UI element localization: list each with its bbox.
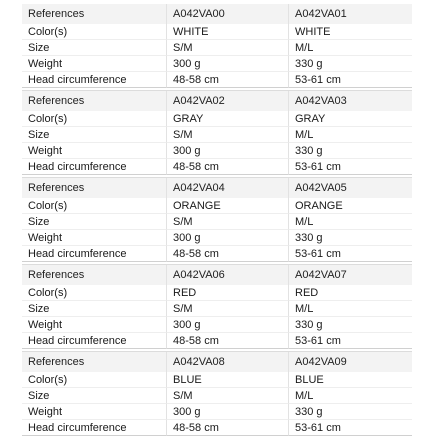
- head-circumference-row: [22, 333, 412, 349]
- weight-row: [22, 56, 412, 72]
- head-circumference-value: 48-58 cm: [166, 72, 288, 88]
- references-row: [22, 265, 412, 285]
- weight-value: 330 g: [288, 404, 412, 420]
- references-label: References: [28, 95, 85, 107]
- size-label: Size: [22, 40, 166, 56]
- weight-value: 300 g: [166, 143, 288, 159]
- spec-block: [22, 351, 412, 436]
- weight-label: Weight: [22, 404, 166, 420]
- weight-label: Weight: [22, 317, 166, 333]
- references-label: References: [28, 356, 85, 368]
- size-value: S/M: [166, 301, 288, 317]
- color-label: Color(s): [22, 24, 166, 40]
- size-value: S/M: [166, 40, 288, 56]
- color-row: [22, 198, 412, 214]
- color-value: RED: [288, 285, 412, 301]
- color-value: ORANGE: [166, 198, 288, 214]
- color-value: ORANGE: [288, 198, 412, 214]
- weight-row: [22, 143, 412, 159]
- spec-block: [22, 90, 412, 175]
- reference-code: A042VA02: [166, 91, 288, 111]
- head-circumference-row: [22, 246, 412, 262]
- weight-value: 300 g: [166, 56, 288, 72]
- head-circumference-label: Head circumference: [22, 159, 166, 175]
- weight-row: [22, 404, 412, 420]
- head-circumference-row: [22, 159, 412, 175]
- references-label: References: [28, 8, 85, 20]
- head-circumference-value: 53-61 cm: [288, 246, 412, 262]
- size-label: Size: [22, 301, 166, 317]
- weight-row: [22, 317, 412, 333]
- color-label: Color(s): [22, 285, 166, 301]
- head-circumference-label: Head circumference: [22, 420, 166, 436]
- reference-code: A042VA05: [288, 178, 412, 198]
- references-row: [22, 4, 412, 24]
- reference-code: A042VA06: [166, 265, 288, 285]
- reference-code: A042VA00: [166, 4, 288, 24]
- size-value: M/L: [288, 388, 412, 404]
- spec-block: [22, 177, 412, 262]
- color-value: RED: [166, 285, 288, 301]
- references-row: [22, 352, 412, 372]
- head-circumference-label: Head circumference: [22, 333, 166, 349]
- spec-sheet: [22, 4, 412, 436]
- references-label: References: [28, 269, 85, 281]
- references-row: [22, 178, 412, 198]
- size-label: Size: [22, 388, 166, 404]
- reference-code: A042VA01: [288, 4, 412, 24]
- reference-code: A042VA07: [288, 265, 412, 285]
- head-circumference-label: Head circumference: [22, 246, 166, 262]
- color-label: Color(s): [22, 111, 166, 127]
- color-label: Color(s): [22, 198, 166, 214]
- size-label: Size: [22, 214, 166, 230]
- weight-value: 330 g: [288, 143, 412, 159]
- color-value: GRAY: [166, 111, 288, 127]
- weight-value: 330 g: [288, 56, 412, 72]
- head-circumference-value: 48-58 cm: [166, 159, 288, 175]
- color-row: [22, 285, 412, 301]
- head-circumference-value: 53-61 cm: [288, 72, 412, 88]
- size-value: M/L: [288, 301, 412, 317]
- references-row: [22, 91, 412, 111]
- size-value: S/M: [166, 388, 288, 404]
- size-label: Size: [22, 127, 166, 143]
- weight-value: 330 g: [288, 230, 412, 246]
- weight-label: Weight: [22, 230, 166, 246]
- size-row: [22, 388, 412, 404]
- head-circumference-value: 53-61 cm: [288, 333, 412, 349]
- size-value: M/L: [288, 214, 412, 230]
- color-value: WHITE: [288, 24, 412, 40]
- head-circumference-value: 53-61 cm: [288, 420, 412, 436]
- color-label: Color(s): [22, 372, 166, 388]
- head-circumference-label: Head circumference: [22, 72, 166, 88]
- size-value: S/M: [166, 214, 288, 230]
- reference-code: A042VA08: [166, 352, 288, 372]
- weight-value: 300 g: [166, 317, 288, 333]
- color-row: [22, 372, 412, 388]
- head-circumference-value: 53-61 cm: [288, 159, 412, 175]
- size-row: [22, 40, 412, 56]
- head-circumference-value: 48-58 cm: [166, 333, 288, 349]
- weight-label: Weight: [22, 56, 166, 72]
- color-value: BLUE: [166, 372, 288, 388]
- spec-block: [22, 264, 412, 349]
- head-circumference-value: 48-58 cm: [166, 246, 288, 262]
- head-circumference-row: [22, 420, 412, 436]
- size-row: [22, 301, 412, 317]
- size-value: M/L: [288, 127, 412, 143]
- reference-code: A042VA04: [166, 178, 288, 198]
- color-value: GRAY: [288, 111, 412, 127]
- reference-code: A042VA03: [288, 91, 412, 111]
- color-value: BLUE: [288, 372, 412, 388]
- spec-block: [22, 4, 412, 88]
- color-row: [22, 111, 412, 127]
- weight-value: 300 g: [166, 230, 288, 246]
- size-value: M/L: [288, 40, 412, 56]
- reference-code: A042VA09: [288, 352, 412, 372]
- weight-label: Weight: [22, 143, 166, 159]
- size-value: S/M: [166, 127, 288, 143]
- head-circumference-row: [22, 72, 412, 88]
- weight-value: 330 g: [288, 317, 412, 333]
- color-row: [22, 24, 412, 40]
- size-row: [22, 127, 412, 143]
- weight-row: [22, 230, 412, 246]
- weight-value: 300 g: [166, 404, 288, 420]
- references-label: References: [28, 182, 85, 194]
- head-circumference-value: 48-58 cm: [166, 420, 288, 436]
- color-value: WHITE: [166, 24, 288, 40]
- size-row: [22, 214, 412, 230]
